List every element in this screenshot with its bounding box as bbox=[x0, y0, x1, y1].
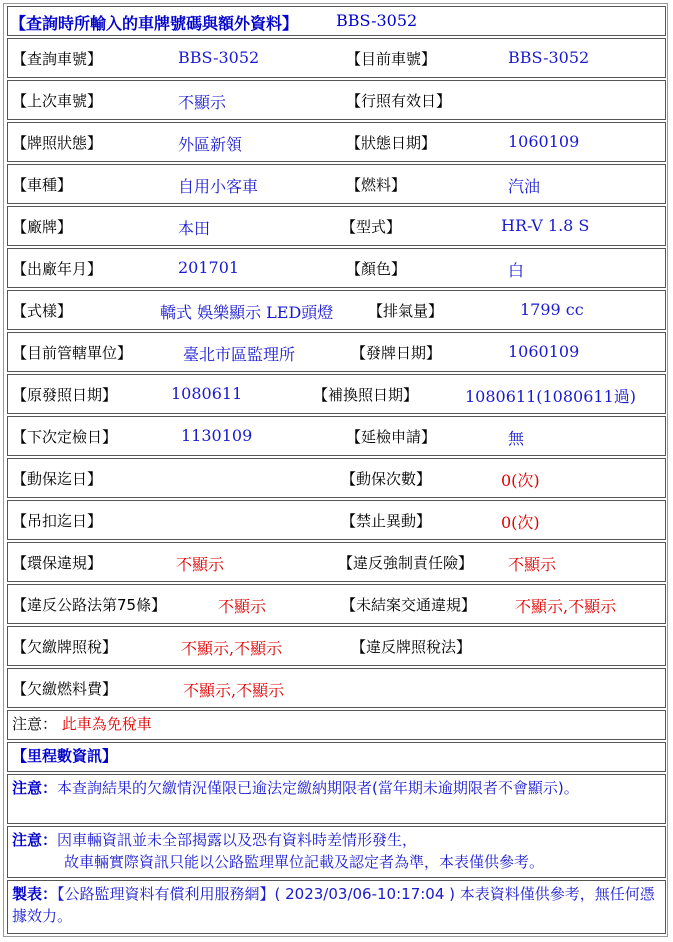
info-row bbox=[7, 542, 666, 582]
info-row bbox=[7, 626, 666, 666]
info-row bbox=[7, 458, 666, 498]
query-header-title: 【查詢時所輸入的車牌號碼與額外資料】 bbox=[10, 14, 299, 33]
field-value: 1799 cc bbox=[520, 300, 584, 319]
field-label: 【違反牌照稅法】 bbox=[351, 638, 472, 656]
field-label: 【顏色】 bbox=[346, 260, 407, 278]
info-row bbox=[7, 38, 666, 78]
field-value: 201701 bbox=[178, 258, 240, 277]
note2-label: 注意： bbox=[12, 831, 58, 849]
field-label: 【吊扣迄日】 bbox=[12, 512, 103, 530]
query-header-plate: BBS-3052 bbox=[336, 11, 418, 30]
field-label: 【動保迄日】 bbox=[12, 470, 103, 488]
footer-label: 製表： bbox=[12, 885, 58, 903]
field-value: 不顯示 bbox=[178, 93, 227, 112]
field-label: 【型式】 bbox=[341, 218, 402, 236]
field-value: 1080611 bbox=[171, 384, 243, 403]
field-label: 【發牌日期】 bbox=[351, 344, 442, 362]
info-row bbox=[7, 416, 666, 456]
field-value: 不顯示,不顯示 bbox=[515, 597, 617, 616]
field-label: 【目前管轄單位】 bbox=[12, 344, 133, 362]
field-value: 0(次) bbox=[501, 471, 540, 490]
field-value: 1060109 bbox=[508, 132, 580, 151]
field-label: 【原發照日期】 bbox=[12, 386, 118, 404]
field-value: 無 bbox=[508, 429, 525, 448]
note1-text: 本查詢結果的欠繳情況僅限已逾法定繳納期限者(當年期未逾期限者不會顯示)。 bbox=[57, 779, 579, 797]
notice-text: 此車為免稅車 bbox=[61, 715, 152, 733]
field-value: 1060109 bbox=[508, 342, 580, 361]
field-value: 不顯示,不顯示 bbox=[183, 681, 285, 700]
info-row bbox=[7, 248, 666, 288]
field-label: 【延檢申請】 bbox=[346, 428, 437, 446]
info-row bbox=[7, 122, 666, 162]
field-label: 【欠繳燃料費】 bbox=[12, 680, 118, 698]
info-row bbox=[7, 290, 666, 330]
field-label: 【牌照狀態】 bbox=[12, 134, 103, 152]
query-header bbox=[7, 6, 666, 36]
field-value: 不顯示 bbox=[218, 597, 267, 616]
disclaimer-note bbox=[7, 826, 666, 878]
info-row bbox=[7, 584, 666, 624]
field-label: 【禁止異動】 bbox=[341, 512, 432, 530]
tax-free-notice bbox=[7, 710, 666, 740]
field-label: 【未結案交通違規】 bbox=[341, 596, 477, 614]
field-label: 【目前車號】 bbox=[346, 50, 437, 68]
info-row bbox=[7, 80, 666, 120]
field-label: 【狀態日期】 bbox=[346, 134, 437, 152]
field-value: 白 bbox=[508, 261, 525, 280]
field-label: 【上次車號】 bbox=[12, 92, 103, 110]
field-label: 【下次定檢日】 bbox=[12, 428, 118, 446]
field-value: 臺北市區監理所 bbox=[183, 345, 296, 364]
note1-label: 注意： bbox=[12, 779, 58, 797]
info-row bbox=[7, 668, 666, 708]
field-value: HR-V 1.8 S bbox=[501, 216, 590, 235]
field-label: 【出廠年月】 bbox=[12, 260, 103, 278]
mileage-section bbox=[7, 742, 666, 772]
field-value: 不顯示 bbox=[176, 555, 225, 574]
field-value: 0(次) bbox=[501, 513, 540, 532]
info-row bbox=[7, 500, 666, 540]
field-value: 不顯示,不顯示 bbox=[181, 639, 283, 658]
field-label: 【行照有效日】 bbox=[346, 92, 452, 110]
info-row bbox=[7, 332, 666, 372]
field-label: 【車種】 bbox=[12, 176, 73, 194]
field-label: 【廠牌】 bbox=[12, 218, 73, 236]
field-value: BBS-3052 bbox=[178, 48, 260, 67]
mileage-title: 【里程數資訊】 bbox=[12, 747, 118, 765]
field-label: 【環保違規】 bbox=[12, 554, 103, 572]
note2-line1: 因車輛資訊並未全部揭露以及恐有資料時差情形發生， bbox=[57, 831, 418, 849]
field-value: 本田 bbox=[178, 219, 211, 238]
field-label: 【排氣量】 bbox=[368, 302, 444, 320]
field-label: 【補換照日期】 bbox=[313, 386, 419, 404]
footer-text: 【公路監理資料有償利用服務網】( 2023/03/06-10:17:04 ) 本表資料僅供參考，無任何憑據效力。 bbox=[12, 885, 655, 925]
field-label: 【欠繳牌照稅】 bbox=[12, 638, 118, 656]
notice-label: 注意： bbox=[12, 715, 58, 733]
field-value: 自用小客車 bbox=[178, 177, 259, 196]
info-row bbox=[7, 164, 666, 204]
field-value: 汽油 bbox=[508, 177, 541, 196]
field-value: 外區新領 bbox=[178, 135, 243, 154]
field-label: 【式樣】 bbox=[12, 302, 73, 320]
field-value: 1080611(1080611過) bbox=[465, 387, 637, 406]
field-label: 【違反強制責任險】 bbox=[338, 554, 474, 572]
note2-line2: 故車輛實際資訊只能以公路監理單位記載及認定者為準，本表僅供參考。 bbox=[64, 853, 545, 871]
field-value: 不顯示 bbox=[508, 555, 557, 574]
info-row bbox=[7, 206, 666, 246]
field-label: 【動保次數】 bbox=[341, 470, 432, 488]
field-value: 1130109 bbox=[181, 426, 253, 445]
field-label: 【查詢車號】 bbox=[12, 50, 103, 68]
arrears-note bbox=[7, 774, 666, 824]
field-value: BBS-3052 bbox=[508, 48, 590, 67]
report-footer bbox=[7, 880, 666, 934]
field-label: 【燃料】 bbox=[346, 176, 407, 194]
field-value: 轎式 娛樂顯示 LED頭燈 bbox=[160, 303, 334, 322]
field-label: 【違反公路法第75條】 bbox=[12, 596, 167, 614]
info-row bbox=[7, 374, 666, 414]
